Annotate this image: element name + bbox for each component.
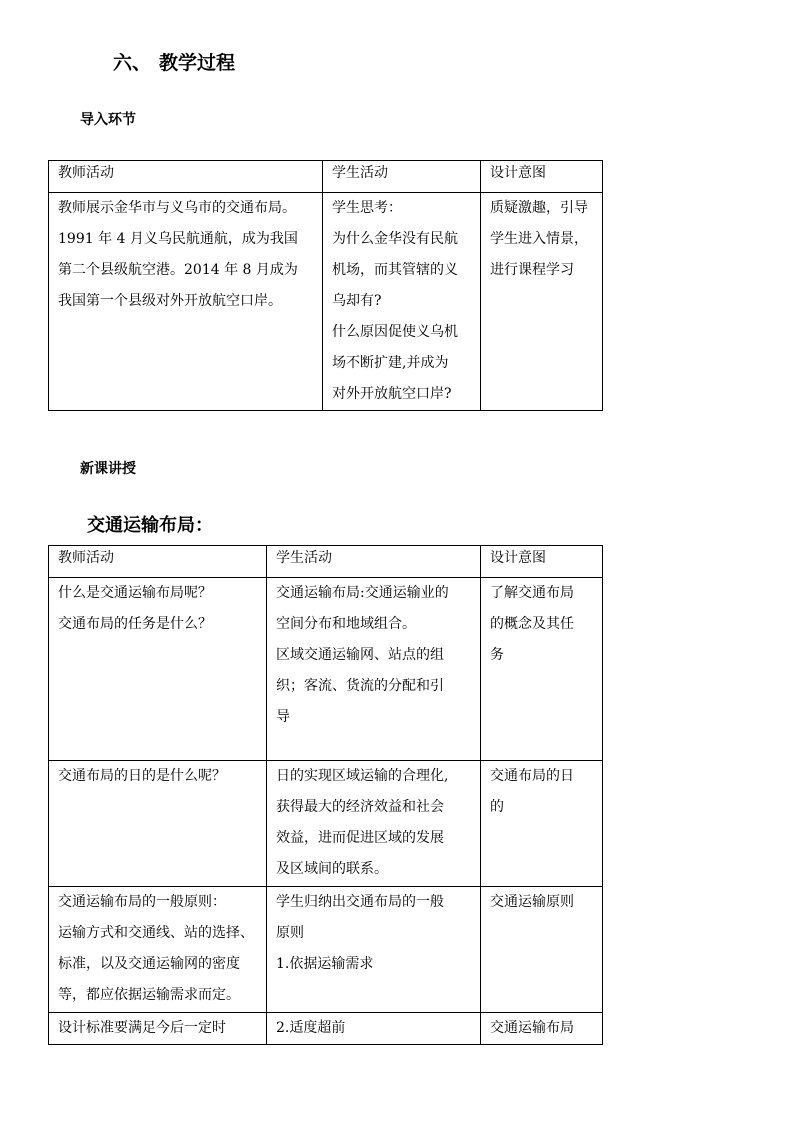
header-intent: 设计意图 xyxy=(481,546,603,578)
cell-line: 务 xyxy=(490,647,504,663)
header-intent: 设计意图 xyxy=(481,161,603,193)
intent-cell xyxy=(481,887,603,1013)
cell-line: 的概念及其任 xyxy=(490,616,574,632)
cell-line: 交通布局的日 xyxy=(490,768,574,784)
new-lesson-subheading: 交通运输布局： xyxy=(87,515,213,536)
cell-line: 进行课程学习 xyxy=(490,262,574,278)
lesson-table-header xyxy=(49,546,603,578)
new-lesson-heading: 新课讲授 xyxy=(80,461,136,477)
cell-line: 效益，进而促进区域的发展 xyxy=(276,830,444,846)
header-teacher: 教师活动 xyxy=(49,161,323,193)
cell-line: 什么是交通运输布局呢？ xyxy=(58,585,212,601)
cell-line: 第二个县级航空港。2014 年 8 月成为 xyxy=(58,262,298,278)
cell-line: 我国第一个县级对外开放航空口岸。 xyxy=(58,293,282,309)
teacher-cell xyxy=(49,887,267,1013)
cell-line: 场不断扩建,并成为 xyxy=(332,355,449,371)
teacher-cell xyxy=(49,193,323,411)
intro-table-header xyxy=(49,161,603,193)
cell-line: 学生思考： xyxy=(332,200,402,216)
student-cell xyxy=(267,578,481,761)
cell-line: 原则 xyxy=(276,925,304,941)
lesson-table xyxy=(48,545,603,1045)
cell-line: 2.适度超前 xyxy=(276,1020,346,1036)
header-teacher: 教师活动 xyxy=(49,546,267,578)
cell-line: 什么原因促使义乌机 xyxy=(332,324,458,340)
cell-line: 日的实现区域运输的合理化, xyxy=(276,768,449,784)
cell-line: 了解交通布局 xyxy=(490,585,574,601)
cell-line: 的 xyxy=(490,799,504,815)
header-student: 学生活动 xyxy=(267,546,481,578)
table-row xyxy=(49,578,603,761)
table-row xyxy=(49,193,603,411)
cell-line: 等，都应依据运输需求而定。 xyxy=(58,987,240,1003)
cell-line: 织；客流、货流的分配和引 xyxy=(276,678,444,694)
student-cell xyxy=(323,193,481,411)
table-row xyxy=(49,887,603,1013)
teacher-cell xyxy=(49,1013,267,1045)
cell-line: 学生归纳出交通布局的一般 xyxy=(276,894,444,910)
table-row xyxy=(49,761,603,887)
cell-line: 交通布局的任务是什么？ xyxy=(58,616,212,632)
cell-line: 1991 年 4 月义乌民航通航，成为我国 xyxy=(58,231,298,247)
cell-line: 导 xyxy=(276,709,290,725)
intro-heading: 导入环节 xyxy=(80,112,136,128)
cell-line: 交通运输原则 xyxy=(490,894,574,910)
intent-cell xyxy=(481,193,603,411)
cell-line: 设计标准要满足今后一定时 xyxy=(58,1020,226,1036)
section-title: 教学过程 xyxy=(159,52,236,74)
cell-line: 交通运输布局 xyxy=(490,1020,574,1036)
teacher-cell xyxy=(49,761,267,887)
intent-cell xyxy=(481,1013,603,1045)
student-cell xyxy=(267,1013,481,1045)
cell-line: 机场，而其管辖的义 xyxy=(332,262,458,278)
cell-line: 区域交通运输网、站点的组 xyxy=(276,647,444,663)
cell-line: 1.依据运输需求 xyxy=(276,956,374,972)
cell-line: 教师展示金华市与义乌市的交通布局。 xyxy=(58,200,296,216)
intent-cell xyxy=(481,761,603,887)
student-cell xyxy=(267,761,481,887)
intro-table xyxy=(48,160,603,411)
cell-line: 交通运输布局:交通运输业的 xyxy=(276,585,449,601)
header-student: 学生活动 xyxy=(323,161,481,193)
section-number: 六、 xyxy=(113,52,152,74)
cell-line: 及区域间的联系。 xyxy=(276,861,388,877)
section-heading xyxy=(113,48,235,75)
student-cell xyxy=(267,887,481,1013)
cell-line: 标准，以及交通运输网的密度 xyxy=(58,956,240,972)
intent-cell xyxy=(481,578,603,761)
cell-line: 为什么金华没有民航 xyxy=(332,231,458,247)
cell-line: 乌却有? xyxy=(332,293,382,309)
cell-line: 质疑激趣，引导 xyxy=(490,200,588,216)
cell-line: 对外开放航空口岸? xyxy=(332,386,452,402)
table-row xyxy=(49,1013,603,1045)
cell-line: 运输方式和交通线、站的选择、 xyxy=(58,925,254,941)
cell-line: 学生进入情景， xyxy=(490,231,588,247)
cell-line: 交通布局的日的是什么呢？ xyxy=(58,768,226,784)
cell-line: 空间分布和地域组合。 xyxy=(276,616,416,632)
cell-line: 获得最大的经济效益和社会 xyxy=(276,799,444,815)
teacher-cell xyxy=(49,578,267,761)
cell-line: 交通运输布局的一般原则： xyxy=(58,894,226,910)
